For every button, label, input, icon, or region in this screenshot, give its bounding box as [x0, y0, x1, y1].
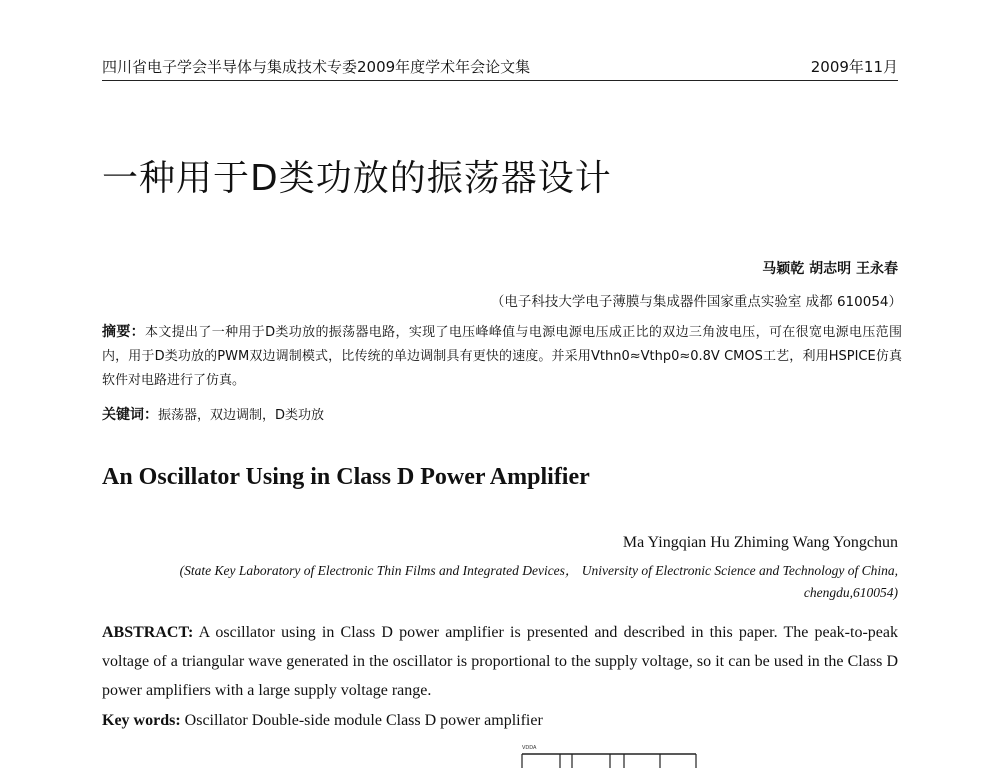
circuit-figure-top — [520, 745, 700, 768]
abstract-cn-label: 摘要： — [102, 324, 146, 340]
abstract-en-text: A oscillator using in Class D power amplifier is presented and described in this paper. The peak-to-peak voltage of a triangular wave generated in the oscillator is proportional to the supply voltage, so it can be used in the Class D power amplifiers with a large supply voltage range. — [102, 624, 898, 699]
abstract-en-label: ABSTRACT: — [102, 624, 194, 641]
keywords-cn — [102, 404, 324, 424]
header-date: 2009年11月 — [810, 58, 898, 76]
affiliation-cn: （电子科技大学电子薄膜与集成器件国家重点实验室 成都 610054） — [490, 294, 902, 310]
keywords-cn-text: 振荡器，双边调制，D类功放 — [158, 408, 325, 423]
paper-title-en: An Oscillator Using in Class D Power Amplifier — [102, 464, 590, 490]
paper-title-cn: 一种用于D类功放的振荡器设计 — [102, 158, 612, 199]
keywords-cn-label: 关键词： — [102, 407, 158, 423]
running-header — [102, 56, 898, 81]
circuit-schematic — [520, 748, 700, 768]
abstract-cn-text: 本文提出了一种用于D类功放的振荡器电路，实现了电压峰峰值与电源电源电压成正比的双边三角波电压，可在很宽电源电压范围内，用于D类功放的PWM双边调制模式，比传统的单边调制具有更快的速度。并采用Vthn0≈Vthp0≈0.8V CMOS工艺，利用HSPICE仿真软件对电路进行了仿真。 — [102, 325, 903, 388]
figure-vdda-label: VDDA — [522, 745, 537, 751]
keywords-en-label: Key words: — [102, 712, 181, 729]
authors-en: Ma Yingqian Hu Zhiming Wang Yongchun — [622, 534, 898, 551]
keywords-en — [102, 712, 543, 730]
abstract-en — [102, 618, 898, 705]
header-proceedings-title: 四川省电子学会半导体与集成技术专委2009年度学术年会论文集 — [102, 58, 531, 76]
keywords-en-text: Oscillator Double-side module Class D power amplifier — [184, 712, 543, 729]
affiliation-en: (State Key Laboratory of Electronic Thin Films and Integrated Devices， University of Electronic Science and Technology of China, chengdu,610054) — [179, 563, 898, 600]
authors-cn: 马颖乾 胡志明 王永春 — [762, 261, 898, 277]
abstract-cn — [102, 320, 902, 393]
